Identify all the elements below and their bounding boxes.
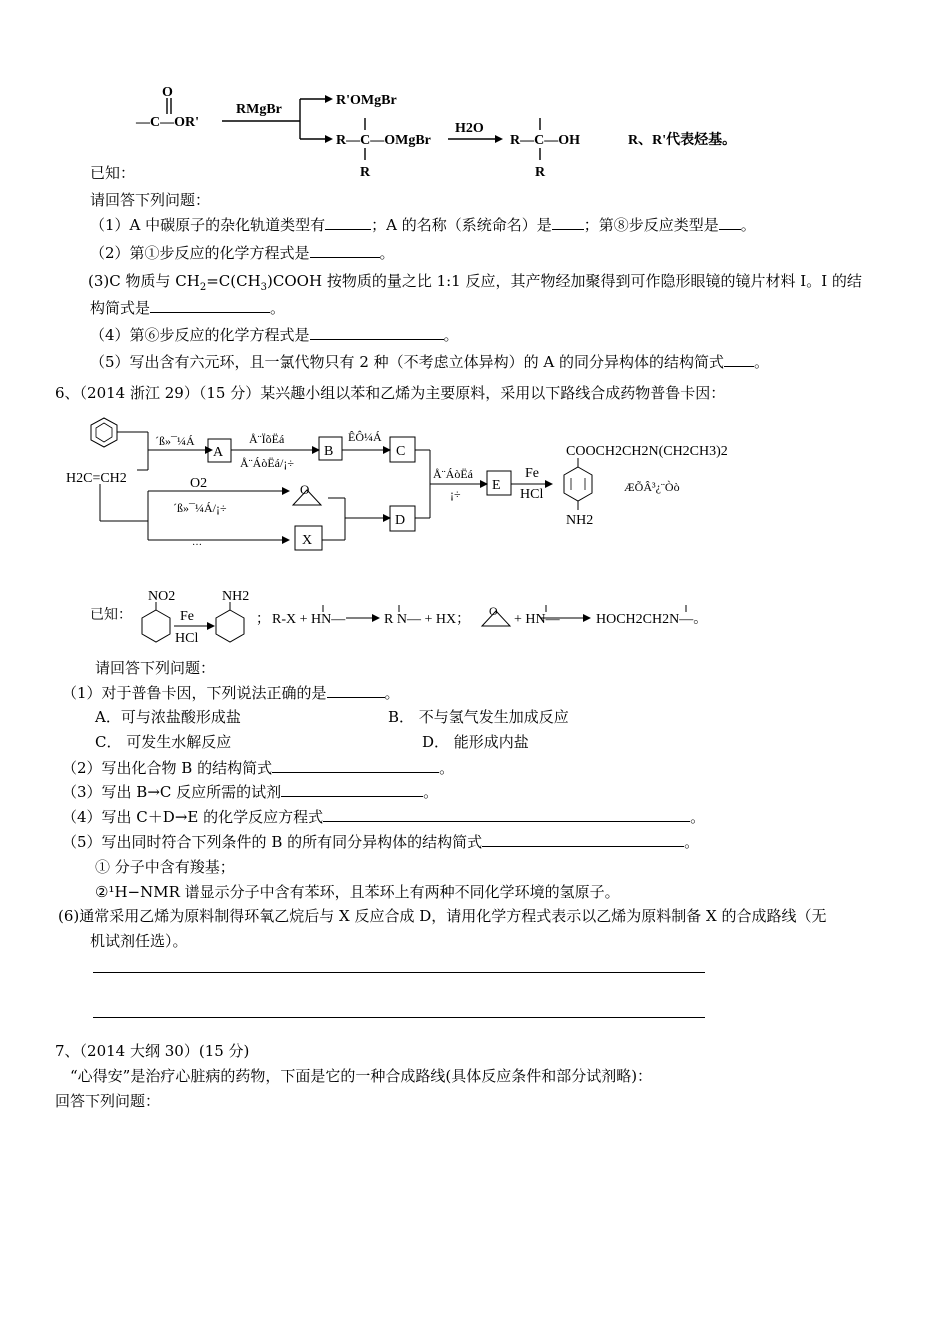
condition-2: ②¹H−NMR 谱显示分子中含有苯环，且苯环上有两种不同化学环境的氢原子。 [95, 883, 620, 901]
aminoalcohol-product: HOCH2CH2N—。 [596, 612, 708, 627]
known-fe: Fe [180, 609, 194, 624]
answer-blank[interactable] [281, 782, 423, 797]
amino-group: NH2 [222, 589, 250, 604]
answer-blank[interactable] [272, 758, 439, 773]
procaine-label: ÆÕÂ³¿¨Òò [624, 480, 680, 494]
q6-q1-text: （1）对于普鲁卡因，下列说法正确的是 [62, 684, 327, 702]
q6-q3-end: 。 [423, 783, 439, 801]
procaine-synthesis-scheme [0, 0, 950, 646]
oxidation-condition: ´ß»¯¼Á/¡÷ [173, 501, 227, 515]
nitrobenzene-ring [142, 610, 170, 642]
q5-q3-end: 。 [270, 299, 286, 317]
subscript: 3 [260, 282, 268, 293]
answer-line[interactable] [93, 1017, 705, 1018]
q5-q1-text-c: ；第⑧步反应类型是 [583, 216, 719, 234]
q5-q3-text-d: 构简式是 [90, 299, 151, 317]
q6-q4-text: （4）写出 C＋D→E 的化学反应方程式 [62, 808, 324, 826]
box-x-label: X [302, 533, 313, 548]
q6-question-1 [62, 683, 400, 703]
option-d: D． 能形成内盐 [422, 733, 529, 751]
q5-q1-end: 。 [740, 216, 756, 234]
grignard-reagent: RMgBr [236, 102, 282, 117]
q5-q1-text: （1）A 中碳原子的杂化轨道类型有 [90, 216, 326, 234]
alcohol-r: R [535, 165, 546, 180]
q6-q1-end: 。 [384, 684, 400, 702]
q5-q3-text-c: )COOH 按物质的量之比 1:1 反应，其产物经加聚得到可作隐形眼镜的镜片材料 I。I 的结 [267, 272, 862, 290]
step-a-condition: ´ß»¯¼Á [155, 434, 195, 448]
q6-q3-text: （3）写出 B→C 反应所需的试剂 [62, 783, 282, 801]
q7-header: 7、（2014 大纲 30）(15 分) [55, 1042, 250, 1060]
epoxide-oxygen: O [300, 482, 310, 497]
water-reagent: H2O [455, 121, 484, 136]
q5-known-label: 已知： [90, 164, 136, 182]
q5-q4-text: （4）第⑥步反应的化学方程式是 [90, 326, 310, 344]
oxygen-reagent: O2 [190, 476, 208, 491]
carbonyl-oxygen: O [162, 85, 173, 100]
aniline-ring [216, 610, 244, 642]
q5-q4-end: 。 [443, 326, 459, 344]
q5-prompt: 请回答下列问题： [90, 191, 211, 209]
q6-q5-end: 。 [684, 833, 700, 851]
subscript: 2 [199, 282, 207, 293]
q6-q2-text: （2）写出化合物 B 的结构简式 [62, 759, 273, 777]
q5-q5-end: 。 [754, 353, 770, 371]
hcl-reagent: HCl [520, 487, 544, 502]
known-hcl: HCl [175, 631, 199, 646]
procaine-ester-group: COOCH2CH2N(CH2CH3)2 [566, 444, 728, 459]
q5-q2-end: 。 [379, 244, 395, 262]
intermediate-r: R [360, 165, 371, 180]
answer-blank[interactable] [327, 683, 385, 698]
option-b: B． 不与氢气发生加成反应 [388, 708, 569, 726]
benzene-ring [91, 418, 117, 447]
epoxide-amine: + HN— [514, 612, 560, 627]
option-c: C． 可发生水解反应 [95, 733, 232, 751]
box-d-label: D [395, 513, 406, 528]
fe-reagent: Fe [525, 466, 539, 481]
procaine-amino-group: NH2 [566, 513, 594, 528]
q6-question-4 [62, 807, 705, 827]
option-a: A．可与浓盐酸形成盐 [95, 708, 241, 726]
q6-header: 6、（2014 浙江 29）（15 分）某兴趣小组以苯和乙烯为主要原料，采用以下路线合成药物普鲁卡因： [55, 384, 726, 402]
q6-question-6-cont: 机试剂任选）。 [90, 932, 188, 950]
known-separator: ； [256, 612, 270, 627]
q6-q4-end: 。 [690, 808, 706, 826]
box-a-label: A [213, 445, 224, 460]
step-b-condition-2: Å¨ÁòËá/¡÷ [240, 456, 294, 470]
omitted-steps: … [192, 537, 202, 548]
alkylation-reactants: R-X + HN— [272, 612, 346, 627]
answer-blank[interactable] [482, 832, 684, 847]
q6-q5-text: （5）写出同时符合下列条件的 B 的所有同分异构体的结构简式 [62, 833, 483, 851]
alcohol-product: R—C—OH [510, 133, 580, 148]
alkylation-products: R N— + HX； [384, 612, 471, 627]
box-e-label: E [492, 478, 501, 493]
step-e-condition-1: Å¨ÁòËá [433, 467, 473, 481]
epoxide-known-oxygen: O [489, 604, 498, 618]
condition-1: ① 分子中含有羧基； [95, 858, 235, 876]
step-e-condition-2: ¡÷ [450, 487, 461, 501]
product-alkoxide: R'OMgBr [336, 93, 397, 108]
q6-question-6: (6)通常采用乙烯为原料制得环氧乙烷后与 X 反应合成 D，请用化学方程式表示以乙烯为原料制备 X 的合成路线（无 [58, 907, 827, 925]
step-b-condition-1: Å¨ÏõËá [249, 432, 285, 446]
product-benzene-ring [564, 467, 592, 501]
q6-question-5 [62, 832, 699, 852]
q5-q3-text-b: =C(CH [206, 272, 261, 290]
grignard-note: R、R'代表烃基。 [628, 133, 737, 148]
q6-question-2 [62, 758, 454, 778]
ethylene: H2C=CH2 [66, 471, 127, 486]
box-b-label: B [324, 444, 334, 459]
ester-group: —C—OR' [136, 115, 199, 130]
step-c-condition: ÊÔ¼Á [348, 430, 382, 444]
q5-q2-text: （2）第①步反应的化学方程式是 [90, 244, 310, 262]
intermediate-alkoxide: R—C—OMgBr [336, 133, 431, 148]
q5-q3-text-a: (3)C 物质与 CH [88, 272, 200, 290]
q6-question-3 [62, 782, 438, 802]
nitro-group: NO2 [148, 589, 176, 604]
q6-known-label: 已知： [90, 608, 132, 623]
q5-q1-text-b: ；A 的名称（系统命名）是 [371, 216, 552, 234]
q6-q2-end: 。 [439, 759, 455, 777]
q7-prompt: 回答下列问题： [55, 1092, 161, 1110]
box-c-label: C [396, 444, 406, 459]
q7-intro: “心得安”是治疗心脏病的药物，下面是它的一种合成路线(具体反应条件和部分试剂略)： [70, 1067, 653, 1085]
answer-line[interactable] [93, 972, 705, 973]
answer-blank[interactable] [323, 807, 690, 822]
q5-q5-text: （5）写出含有六元环，且一氯代物只有 2 种（不考虑立体异构）的 A 的同分异构体的结构简式 [90, 353, 724, 371]
q6-prompt: 请回答下列问题： [95, 659, 216, 677]
